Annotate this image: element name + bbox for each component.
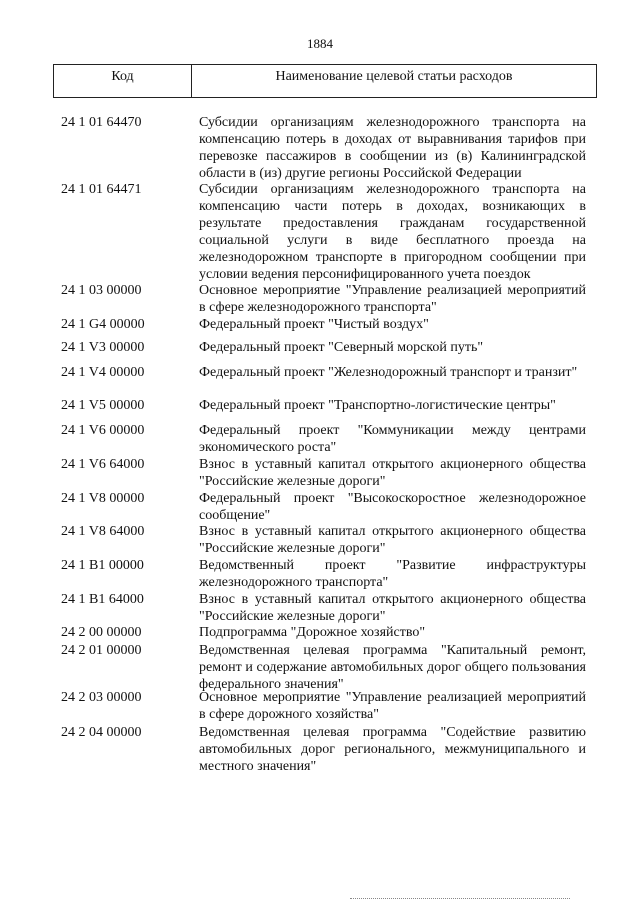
row-name: Федеральный проект "Транспортно-логистические центры"	[199, 398, 556, 413]
row-name: Основное мероприятие "Управление реализацией мероприятий в сфере железнодорожного транспорта"	[199, 283, 586, 315]
row-name: Ведомственный проект "Развитие инфраструктуры железнодорожного транспорта"	[199, 558, 586, 590]
row-code: 24 1 V5 00000	[61, 398, 145, 413]
row-code: 24 2 03 00000	[61, 690, 142, 705]
row-code: 24 1 G4 00000	[61, 317, 145, 332]
row-name: Субсидии организациям железнодорожного транспорта на компенсацию части потерь в доходах, возникающих в результате предоставления гражданам государственной социальной услуги в виде бесплатного проезда на железнодорожном транспорте в пригородном сообщении при условии ведения персонифицированного учета поездок	[199, 182, 586, 282]
table-header	[53, 64, 597, 98]
column-header-name: Наименование целевой статьи расходов	[275, 69, 513, 84]
row-name: Взнос в уставный капитал открытого акционерного общества "Российские железные дороги"	[199, 592, 586, 624]
row-code: 24 2 04 00000	[61, 725, 142, 740]
row-name: Федеральный проект "Северный морской путь"	[199, 340, 484, 355]
row-code: 24 1 V3 00000	[61, 340, 145, 355]
row-name: Федеральный проект "Высокоскоростное железнодорожное сообщение"	[199, 491, 586, 523]
column-header-code: Код	[54, 65, 192, 97]
row-code: 24 1 V4 00000	[61, 365, 145, 380]
page-number: 1884	[307, 36, 333, 51]
row-code: 24 1 03 00000	[61, 283, 142, 298]
scan-edge-divider	[350, 898, 570, 902]
row-name: Основное мероприятие "Управление реализацией мероприятий в сфере дорожного хозяйства"	[199, 690, 586, 722]
row-name: Взнос в уставный капитал открытого акционерного общества "Российские железные дороги"	[199, 524, 586, 556]
row-code: 24 1 V6 00000	[61, 423, 145, 438]
row-code: 24 1 V8 64000	[61, 524, 145, 539]
row-name: Федеральный проект "Чистый воздух"	[199, 317, 429, 332]
row-name: Федеральный проект "Железнодорожный транспорт и транзит"	[199, 365, 578, 380]
row-name: Ведомственная целевая программа "Содействие развитию автомобильных дорог регионального, межмуниципального и местного значения"	[199, 725, 586, 774]
row-code: 24 1 01 64470	[61, 115, 142, 130]
row-code: 24 1 V6 64000	[61, 457, 145, 472]
row-code: 24 2 01 00000	[61, 643, 142, 658]
row-code: 24 1 01 64471	[61, 182, 142, 197]
row-code: 24 2 00 00000	[61, 625, 142, 640]
row-name: Федеральный проект "Коммуникации между центрами экономического роста"	[199, 423, 586, 455]
row-code: 24 1 B1 00000	[61, 558, 144, 573]
row-code: 24 1 V8 00000	[61, 491, 145, 506]
row-name: Субсидии организациям железнодорожного транспорта на компенсацию потерь в доходах от выравнивания тарифов при перевозке пассажиров в сообщении из (в) Калининградской области в (из) другие регионы Российской Федерации	[199, 115, 586, 181]
row-name: Подпрограмма "Дорожное хозяйство"	[199, 625, 426, 640]
row-name: Ведомственная целевая программа "Капитальный ремонт, ремонт и содержание автомобильных дорог общего пользования федерального значения"	[199, 643, 586, 692]
row-code: 24 1 B1 64000	[61, 592, 144, 607]
row-name: Взнос в уставный капитал открытого акционерного общества "Российские железные дороги"	[199, 457, 586, 489]
